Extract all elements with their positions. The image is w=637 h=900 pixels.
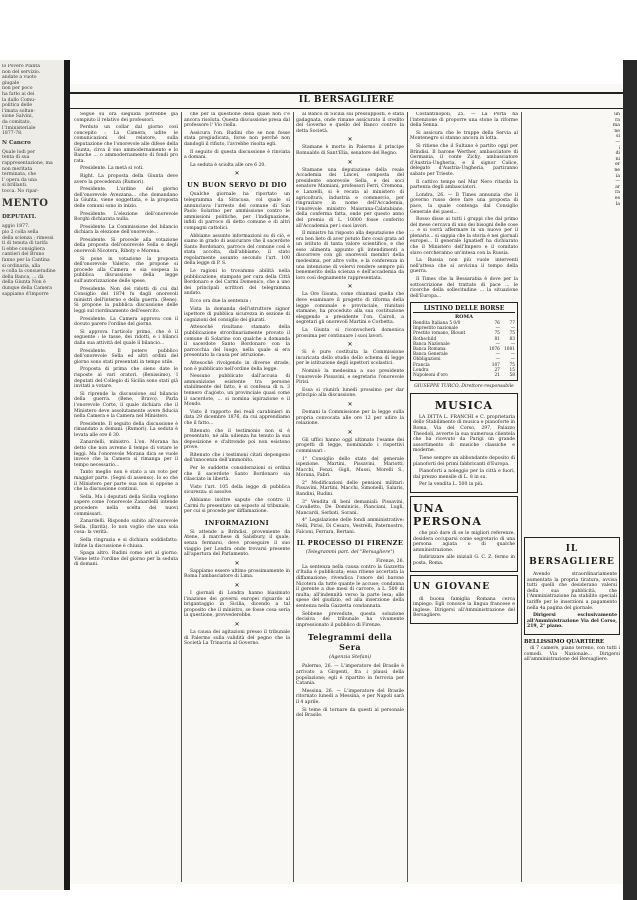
- article-paragraph: 1° Consiglio dello stato del generale ispezione. Martini, Pissavini, Mariotti, Macchi, Fenzi, Gigli, Mussi, Morelli S., Morana, Fabri.: [296, 456, 404, 479]
- strip-line: sappiamo d'imporre: [2, 291, 49, 297]
- article-paragraph: al Banco di Sicilia sui pressupposti, è stata gadagnata, onde rimane assicurato il credito del Governo e quello del Banco contro la detta Società.: [296, 112, 404, 134]
- article-paragraph: Assicura l'on. Rudini che se non fosse stata pregiudicata, forse non perché non dandogli il rifiuto, l'avrebbe risolta egli.: [184, 130, 290, 147]
- article-paragraph: che per la questione della quale non c'è ancora risoluta. Questa discussione presa dal professore l' Vio riella.: [184, 112, 290, 129]
- article-paragraph: Stamane una deputazione della reale Accademia dei Lincei, composta del presidente onorevole Sella, e dei soci senatore Mamiani, professori Ferri, Cremona, e Lanzelli, si è recata al ministero di agricoltura, industria e commercio, per ringraziare in nome dell'Accademia, l'onorevole ministro Maiorana-Calatabiano, della conferma fatta, onde per questo anno del premio di L. 10000 fosse conferito all'Accademia per i suoi lavori.: [296, 167, 404, 229]
- ad-persona: [410, 496, 518, 572]
- table-row: Francia 107 75: [413, 362, 515, 368]
- dateline: Firenze, 26.: [376, 559, 404, 565]
- article-paragraph: Per le suddette considerazioni si ordina che il sacerdote Santo Bordonaro sia rilasciato in libertà.: [184, 466, 290, 483]
- column-5-fragments: [524, 112, 620, 207]
- strip-line: li ebbe consigliera: [2, 246, 45, 252]
- article-paragraph: Segue su ora sieguida potrebbe già compiuto il relativo dei professori.: [74, 112, 178, 123]
- strip-line: pio 2 colla sella: [2, 230, 39, 236]
- article-paragraph: Presidente. La Camera approva con il dovuto parere l'ordine del giorno.: [74, 316, 178, 328]
- article-paragraph: Vista la domanda dell'istruttore signor ispettore di pubblica sicurezza in sezione di cognizioni del consiglio dei giurati.: [184, 306, 290, 323]
- strip-line: terminata, che: [2, 172, 37, 178]
- telegram-paragraph: Si ritiene che il Sultano è partito oggi per Brindisi. Il barone Werther, ambasciatore di Germania, il conte Zichy, ambasciatore d'Austria-Ungheria, e il signor Calice, delegato d'Austria-Ungheria, partiranno sabato per Trieste.: [410, 143, 518, 177]
- article-paragraph: Proposta di prima che sieno date le risposte ai vari oratori. (Benissimo). I deputati del Collegio di Sicilia sono stati già invitati a votare.: [74, 367, 178, 390]
- ad-text: di 7 camere, piano terreno, con tutti i comodi. Via Nazionale... Dirigersi all'amministrazione del Bersagliere.: [524, 646, 620, 663]
- article-paragraph: La Giunta si riconvocherà domenica prossima per continuare i suoi lavori.: [296, 328, 404, 339]
- left-strip-name: N Cancro: [2, 139, 31, 146]
- article-paragraph: Presidente. La metà si voti.: [80, 166, 144, 172]
- article-paragraph: Presidente. Si procede alla votazione della proposta dell'onorevole Sella e degli onorevoli Nicotera, Riboty e Morena.: [74, 237, 178, 255]
- telegram-paragraph: Si assicura che le truppe della Servia al Montenegro si stanno ancora in lotta.: [410, 130, 518, 142]
- ad-bersagliere-title: IL BERSAGLIERE: [529, 544, 615, 568]
- strip-line: della Giunta Non è: [2, 280, 46, 286]
- section-heading-buon-servo: UN BUON SERVO DI DIO: [187, 181, 287, 190]
- article-paragraph: Sappiamo essere ultimo prossimamente in Roma l'ambasciatore di Lima.: [184, 568, 290, 580]
- left-strip-heading: MENTO: [2, 198, 49, 210]
- strip-line: andate a vuoto: [2, 75, 37, 81]
- telegram-paragraph: Il cattivo tempo nel Mar Nero ritarda la partenza degli ambasciatori.: [410, 179, 518, 191]
- fragment-line: es: [614, 195, 620, 201]
- article-paragraph: Sella. Ma i deputati della Sicilia vogliono sapere come l'onorevole Zanardelli intende procedere nella scelta dei nuovi commissari.: [74, 494, 178, 517]
- ad-giovane-title: UN GIOVANE: [413, 581, 491, 592]
- strip-line: Quale lodi per: [2, 149, 36, 155]
- article-paragraph: Tanto meglio non è stato a un voto per maggior parte. (Segni di assenso). Io so che il Ministero per parte sua non si oppone a che la discussione continui.: [74, 470, 178, 493]
- section-heading-telegrammi: Telegrammi della Sera: [307, 632, 393, 653]
- table-row: Rendita Italiana 5 0/0 76 77: [413, 321, 515, 326]
- editor-signature: GIUSEPPE TURCO, Direttore-responsabile: [414, 384, 514, 390]
- fragment-line: ia: [615, 173, 620, 179]
- fragment-line: ne: [614, 128, 620, 134]
- table-row: Rothschild 81 83: [413, 336, 515, 342]
- fragment-line: —: [615, 179, 620, 185]
- column-rule: [181, 112, 182, 882]
- strip-line: da comitato,: [2, 119, 31, 125]
- article-paragraph: Si attende a Brindisi, proveniente da Atene, il marchese di Salisbury, il quale, senza fermarsi, deve proseguire il suo viaggio per Londra onde trovarsi presente all'apertura del Parlamento.: [184, 529, 290, 558]
- article-paragraph: Right. La proposta della Giunta deve avere la precedenza (Rumori).: [74, 173, 178, 185]
- article-paragraph: Attesoché rivolgendo in diverse strade, non è pubblicato nell'ordine della legge.: [184, 360, 290, 372]
- left-strip-date: aggio 1877.: [2, 224, 30, 230]
- article-paragraph: 2° Modificazioni delle pensioni militari: Pissavini, Martini, Macchi, Simonelli, Salaris, Bandini, Rudini.: [296, 480, 404, 498]
- ad-musica-title: MUSICA: [434, 398, 494, 412]
- section-cross-ornament: ✕: [347, 428, 353, 436]
- ad-giovane: [410, 575, 518, 624]
- article-paragraph: 4° Legislazione delle fondi amministrative: Nelli, Pirisi, Di Cesaro, Vestrelli, Paternostro, Falconi, Ferrara, Bertani.: [296, 518, 404, 535]
- fragment-line: di: [615, 151, 620, 157]
- table-row: Obbligazioni — —: [413, 357, 515, 363]
- table-row: Banca Nazionale — —: [413, 341, 515, 347]
- table-row: Imprestito nazionale — —: [413, 326, 515, 332]
- strip-line: non del servizio.: [2, 69, 41, 75]
- fragment-line: —: [615, 139, 620, 145]
- strip-line: rappresentazione, ma: [2, 160, 53, 166]
- strip-line: si ordinaria, alla: [2, 263, 41, 269]
- fragment-line: ra: [615, 117, 620, 123]
- stock-listing-title: LISTINO DELLE BORSE: [413, 305, 515, 313]
- section-cross-ornament: ✕: [347, 158, 353, 166]
- fragment-line: la: [615, 201, 620, 207]
- strip-line: tenta di sua: [2, 155, 30, 161]
- article-paragraph: La sentenza nella causa contro la Gazzetta d'Italia è pubblicata; essa ritiene accertata la diffamazione; rivendica l'onore del barone Nicotera da tutte quante le accuse; condanna il gerente a due mesi di carcere, a L. 500 di multa; all'indennità verso la parte lesa; alle spese del giudizio, ed alla inserzione della sentenza nella Gazzetta condannata.: [296, 564, 404, 609]
- article-paragraph: Nominò la medesima a suo presidente l'onorevole Pissavini, e segretario l'onorevole Pirisi.: [296, 368, 404, 386]
- article-paragraph: Ritenuto che il testimonio non si è presentato, né alla udienza ha tenuto la sua deposizione e d'altronde poi non esistono prove.: [184, 428, 290, 451]
- section-cross-ornament: ✕: [234, 620, 240, 628]
- column-1: [74, 112, 178, 882]
- section-cross-ornament: ✕: [347, 400, 353, 408]
- strip-line: giugale: [2, 80, 20, 86]
- table-row: Banca Generale — —: [413, 352, 515, 358]
- ad-text: Avendo straordinariamente aumentata la propria tiratura, avvisa tutti quelli che desiderano valersi della sua pubblicità, che l'Amministrazione ha stabilito speciali tariffe per le inserzioni a pagamento nella 4a pagina del giornale.: [527, 572, 617, 611]
- ad-text: che può dare di se le migliori referenze, desidera occuparsi come segretario di una persona agiata o di qualche amministrazione.: [413, 530, 515, 553]
- stock-listing-box: [410, 302, 518, 381]
- fragment-line: ra: [615, 190, 620, 196]
- strip-line: dunque della Camera: [2, 286, 52, 291]
- left-strip-top-lines: [2, 64, 62, 137]
- article-paragraph: Si pone in votazione la proposta dell'onorevole Valerio, che propone si procede alla Camera e sia sospesa la pubblica discussione della legge sull'autorizzazione delle spese.: [74, 256, 178, 285]
- right-edge-shadow: [623, 60, 637, 900]
- strip-line: 1877-78.: [2, 131, 23, 137]
- article-paragraph: Ecco ora due la sentenza :: [190, 299, 252, 305]
- ad-text: di buona famiglia Romana cerca impiego. Egli conosce la lingua francese e inglese. Dirigersi all'Amministrazione del Bersagliere.: [413, 596, 515, 619]
- article-paragraph: Ritenuto che i testimoni citati depongono dell'innocenza dell'ammonito.: [184, 452, 290, 464]
- fragment-line: ne: [614, 167, 620, 173]
- article-paragraph: Il seguito di questa discussione è rinviata a domani.: [184, 149, 290, 161]
- fragment-line: ma: [612, 123, 620, 129]
- ad-persona-title: UNA PERSONA: [413, 501, 482, 528]
- section-heading-processo-firenze: IL PROCESSO DI FIRENZE: [296, 539, 404, 548]
- strip-line: l'imata soltan-: [2, 108, 36, 114]
- masthead: [70, 94, 623, 106]
- stock-listing-table: [413, 321, 515, 378]
- strip-line: tocca. No ripar-: [2, 188, 39, 194]
- table-row: Napoleoni d'oro 21 58: [413, 373, 515, 379]
- strip-line: l' opera da una: [2, 177, 37, 183]
- article-paragraph: Abbiamo assunto informazioni su di ciò, e siamo in grado di assicurare che il sacerdote Santo Bordonaro, parroco del comune così è stata accolta, dall'abbiamo, il stato regolarmente assunto secondo l'art. 100 della legge di P. S.: [184, 233, 290, 267]
- article-paragraph: Presidente. La Commissione del bilancio dichiara la elezione dell'onorevole...: [74, 224, 178, 236]
- article-paragraph: La causa dei agitazioni presso il tribunale di Palermo sulla validità del pegno che la Società La Trinacria al Governo.: [184, 629, 290, 647]
- strip-line: l'1ministeriale: [2, 125, 36, 131]
- left-strip-subheading: DEPUTATI.: [2, 214, 37, 221]
- article-paragraph: Qualche giornale ha riportato un telegramma da Siracusa, col quale si annunciava l'arresto del comune di San Paolo Solarino per ammissione contro le ammissioni politiche, per l'indignazione, infidi di parroco di detto comune e di altri compagni cattolici.: [184, 192, 290, 231]
- article-paragraph: Abbiamo inoltre saputo che contro il Carmi fu presentato un esposto al tribunale, per cui si procede per diffamazione.: [184, 498, 290, 515]
- telegram-paragraph: La Russia non più vuole interventi nell'attesa che si avvicina il tempo della guerra.: [410, 258, 518, 275]
- column-5: [524, 112, 620, 882]
- article-paragraph: Nessuno pubblicato dall'accusa di ammonizione esistente tra persone stabilmente del fatto, è si confessa di n. 3 tennero d'agosto, un provinciale quasi come il sacerdote, ... si nomina ispirazione e il Mondo.: [184, 374, 290, 408]
- strip-line: ti di tenuta di tarifa: [2, 241, 48, 247]
- article-paragraph: Presidente. Il potere pubblico dell'onorevole Sella ed altri ordini del giorno sono stati presentati in tempo utile.: [74, 348, 178, 365]
- strip-line: sione Salvini,: [2, 114, 34, 120]
- fragment-line: ni: [615, 156, 620, 162]
- stock-listing-city: ROMA: [455, 314, 473, 321]
- ad-bersagliere-box: [524, 537, 620, 635]
- article-paragraph: Sella ringrazia e si dichiara soddisfatto. Infine la discussione è chiusa.: [74, 537, 178, 549]
- ad-text: Per la vendita L. 500 in più.: [419, 482, 484, 488]
- article-paragraph: La Ore Gioata, come chiamasi quella che deve esaminare il progetto di riforma della legge comunale e provinciale, riunitasi stamane, ha proceduto alla sua costituzione eleggendo a presidente l'on. Cairoli, a segretari gli onorevoli Martini e Corbetta.: [296, 292, 404, 326]
- article-paragraph: Presidente. Non dei ridotti di cui dal Consiglio del 1874 fu dagli onorevoli ministri dell'interno e della guerra. (Bene). Si propone la pubblica discussione delle leggi sul riordinamento dell'esercito.: [74, 286, 178, 314]
- article-paragraph: Presidente. L'elezione dell'onorevole Borghi dichiarata nulla.: [74, 211, 178, 223]
- fragment-line: si: [616, 134, 620, 140]
- section-subheading: (Agenzia Stefani): [329, 655, 371, 661]
- strip-line: politica delle: [2, 103, 33, 109]
- fragment-line: ar: [615, 184, 620, 190]
- article-paragraph: Zanardelli. Rispondo subito all'onorevole Sella. (Ilarità). Io non voglio che una sola cosa: la verità.: [74, 519, 178, 536]
- masthead-rule-bottom: [70, 108, 623, 109]
- article-paragraph: Visto l'art. 105 della legge di pubblica sicurezza: si assolve.: [184, 484, 290, 496]
- section-cross-ornament: ✕: [234, 170, 240, 178]
- strip-line: non per poco: [2, 86, 33, 92]
- section-cross-ornament: ✕: [347, 341, 353, 349]
- article-paragraph: Attesoché risultano stamato della pubblicazione strordinariamente provato il comune di Solarino con qualche a domanda il sacerdote Santo Bordonaro con la parrocchia del luogo, nella quale si era presentato la causa per istruzione.: [184, 325, 290, 359]
- telegram-paragraph: Si teme di tornare da questi al personale del Brasile.: [296, 707, 404, 719]
- ad-text: LA DITTA L. FRANCHI e C. proprietaria dello Stabilimento di musica e pianoforte in Roma, Via del Corso, 297, Palazzo Theodoli, avverte la sua numerosa clientela che ha ricevuto da Parigi un grande assortimento di musiche classiche e moderne.: [413, 414, 515, 454]
- article-paragraph: Domani la Commissione per la legge sulla propria convocata alle ore 12 per udire la relazione.: [296, 409, 404, 427]
- telegram-paragraph: Messina, 26. — L'imperatore del Brasile ritornato lunedì a Messina, e per Napoli sarà il 4 aprile.: [296, 688, 404, 705]
- article-paragraph: Sebbene prevedute, questa soluzione decisiva del tribunale ha vivamente impressionato il pubblico di Firenze.: [296, 611, 404, 628]
- column-3: [296, 112, 404, 882]
- section-heading-informazioni: INFORMAZIONI: [204, 518, 270, 527]
- strip-line: si brillanti.: [2, 183, 28, 189]
- article-paragraph: Perduto un collar dal giorno così concepito : La Camera, udite le comunicazioni del relatore, sulla deputazione che l'onorevole alle difese della Giunta, circa il suo ammodernamento e lo Banche ... o ammodernamento di fondi pro rata.: [74, 125, 178, 164]
- left-strip-text: [2, 64, 62, 884]
- telegram-paragraph: Londra, 26. — Il Times annunzia che il governo russo deve fare una proposta di pace, la quale contenga dal Consiglio Generale dei paesi...: [410, 192, 518, 215]
- strip-line: la dallo Comu-: [2, 97, 36, 103]
- left-facing-page-strip: [0, 60, 64, 890]
- article-paragraph: Visto il rapporto dei reali carabinieri in data 29 dicembre 1876, da cui apprendiamo che il fatto...: [184, 409, 290, 426]
- column-rule: [521, 112, 522, 882]
- section-cross-ornament: ✕: [234, 559, 240, 567]
- masthead-title: IL BERSAGLIERE: [298, 95, 395, 105]
- strip-line: ha fatto ai dei: [2, 91, 35, 97]
- article-paragraph: Si riprende la discussione sul bilancio della guerra. (Bene, Bravo). Parla l'onorevole Corte, il quale dichiara che il Ministero deve assolutamente avere fiducia nella Camera e la Camera nel Ministero.: [74, 391, 178, 420]
- ad-text: Pianoforti a noleggio per la città e fuori, dal prezzo mensile di L. 8 in su.: [413, 469, 515, 480]
- ad-musica: [410, 393, 518, 493]
- section-cross-ornament: ✕: [234, 581, 240, 589]
- article-paragraph: Presidente. Il seguito della discussione è rimandato a domani. (Rumori). La seduta è levata alle ore 6 30.: [74, 421, 178, 438]
- telegram-paragraph: Rosso disse ai tutti i gruppi che dal primo del mese cercava di uno dei bisogni delle cose ... e si vorrà affermare in un nuovo per il plenario... si sappia che la storia è nei giornali europei... Il generale Ignatieff ha dichiarato che il Ministero dell'Impero e il comitato slavo cercheranno un'intesa con la Russia.: [410, 217, 518, 256]
- section-subheading: (Telegrammi part. del "Bersagliere"): [305, 550, 395, 556]
- left-strip-mid-lines: [2, 150, 62, 195]
- article-paragraph: Si è pure costituita la Commissione incaricata dello studio dello schema di legge per le istituzione degli ispettori scolastici.: [296, 350, 404, 367]
- strip-line: della Banca, ... dà: [2, 274, 44, 280]
- table-row: Banca Romana 1076 1081: [413, 347, 515, 353]
- strip-line: della scienza ; rimessi: [2, 235, 54, 241]
- telegram-paragraph: Costantinopoli, 25. — La Porta ha l'intenzione di proporre una stone la riforme della Senna.: [410, 112, 518, 129]
- article-paragraph: Stamane è morto in Palermo il principe Romualdo di Sant'Elia, senatore del Regno.: [296, 145, 404, 156]
- article-paragraph: Gli uffici hanno oggi ultimato l'esame dei progetti di legge, nominando i rispettivi commissari :: [296, 437, 404, 454]
- fragment-line: i: [618, 145, 620, 151]
- strip-line: non meritata: [2, 166, 33, 172]
- column-4: [410, 112, 518, 882]
- article-paragraph: Le ragioni lo trovammo abilità nella pubblicazione, stampato per cura della Città Bordonaro e del Carmi Domenico, che a uno dei principali scrittori del telegramma andato.: [184, 269, 290, 297]
- article-paragraph: La seduta è sciolta alle ore 6 20.: [190, 162, 266, 168]
- telegram-paragraph: Il Times che la Bessarabia è dove per la sottoscrizione del trattato di pace ... le ricerche della sollecitudine ... la situazione dell'Europa...: [410, 277, 518, 299]
- article-paragraph: Essa si riunirà lunedì prossimo per dar principio alla discussione.: [296, 387, 404, 399]
- article-paragraph: Presidente. L'ordine del giorno dell'onorevole Avezzana... che domandano la Giunta, viene soggettata, e la proposta delle comuni sono in inizio.: [74, 187, 178, 209]
- article-paragraph: Si approva l'articolo primo, che è il seguente : le tasse, dei ridotti, e i bilanci dalla sua attività del quale il bilancio...: [74, 329, 178, 346]
- article-paragraph: Spaga altro. Rudini come ieri al giorno. Viene letto l'ordine del giorno per la seduta di domani.: [74, 551, 178, 568]
- fragment-line: un: [614, 112, 620, 117]
- article-paragraph: Il ministro ha risposto alla deputazione che era ben lieto di aver potuto fare cosa grata ad un istituto di tanta valore scientifico, e che esso alimenta appunto gli intendimenti a discorrere con gli onorevoli membri della medesima, per altre volte, e la conferenza in una intenzione di volervi rendere sempre più benemerito della scienza e dell'accademia da loro così degnamente rappresentata.: [296, 231, 404, 281]
- strip-line: fanno per la Cantina: [2, 258, 50, 264]
- table-row: Londra 27 15: [413, 367, 515, 373]
- strip-line: cantieri del Bruno: [2, 252, 45, 258]
- ad-quartiere-title: BELLISSIMO QUARTIERE: [524, 639, 605, 646]
- section-cross-ornament: ✕: [347, 283, 353, 291]
- strip-line: lo Povero Planta: [2, 64, 40, 69]
- ad-text: Indirizzare alle iniziali G. C. Z. fermo in posta, Roma.: [413, 555, 515, 566]
- ad-text: Tiene sempre un abbondante deposito di pianoforti dei primi fabbricanti d'Europa.: [413, 455, 515, 467]
- article-paragraph: 3° Vendita di beni demaniali: Pissavini, Cavalletto, De Dominicis, Pianciani, Lugli, Mancardi, Serbati, Sorani.: [296, 499, 404, 516]
- column-rule: [407, 112, 408, 882]
- ad-quartiere: [524, 639, 620, 663]
- column-rule: [293, 112, 294, 882]
- article-paragraph: Zanardelli, ministro. L'on. Morana ha detto che non avremo il tempo di votare le leggi. Ma l'onorevole Morana dica se vuole invece che la Camera si rimanga per il tempo necessario...: [74, 440, 178, 468]
- telegram-paragraph: Palermo, 26. — L'imperatore del Brasile è arrivato a Girgenti, fra i plausi della popolazione; egli è ripartito in ferrovia per Catania.: [296, 664, 404, 687]
- left-strip-low-lines: [2, 230, 62, 297]
- table-row: Prestito romano, Blount 75 75: [413, 331, 515, 337]
- article-paragraph: I giornali di Londra hanno biasimato l'inazione dei governi europei riguardo al brigantaggio in Sicilia, dicendo a tal proposito che il ministro, se fosse cosa seria la questione, provvederebbe.: [184, 590, 290, 619]
- strip-line: e colla la consuetudine: [2, 269, 56, 275]
- fragment-line: er: [615, 162, 620, 168]
- column-2: [184, 112, 290, 882]
- section-cross-ornament: ✕: [347, 136, 353, 144]
- ad-text: Dirigersi esclusivamente all'Amministrazione Via del Corso, 219, 2° piano.: [527, 613, 617, 630]
